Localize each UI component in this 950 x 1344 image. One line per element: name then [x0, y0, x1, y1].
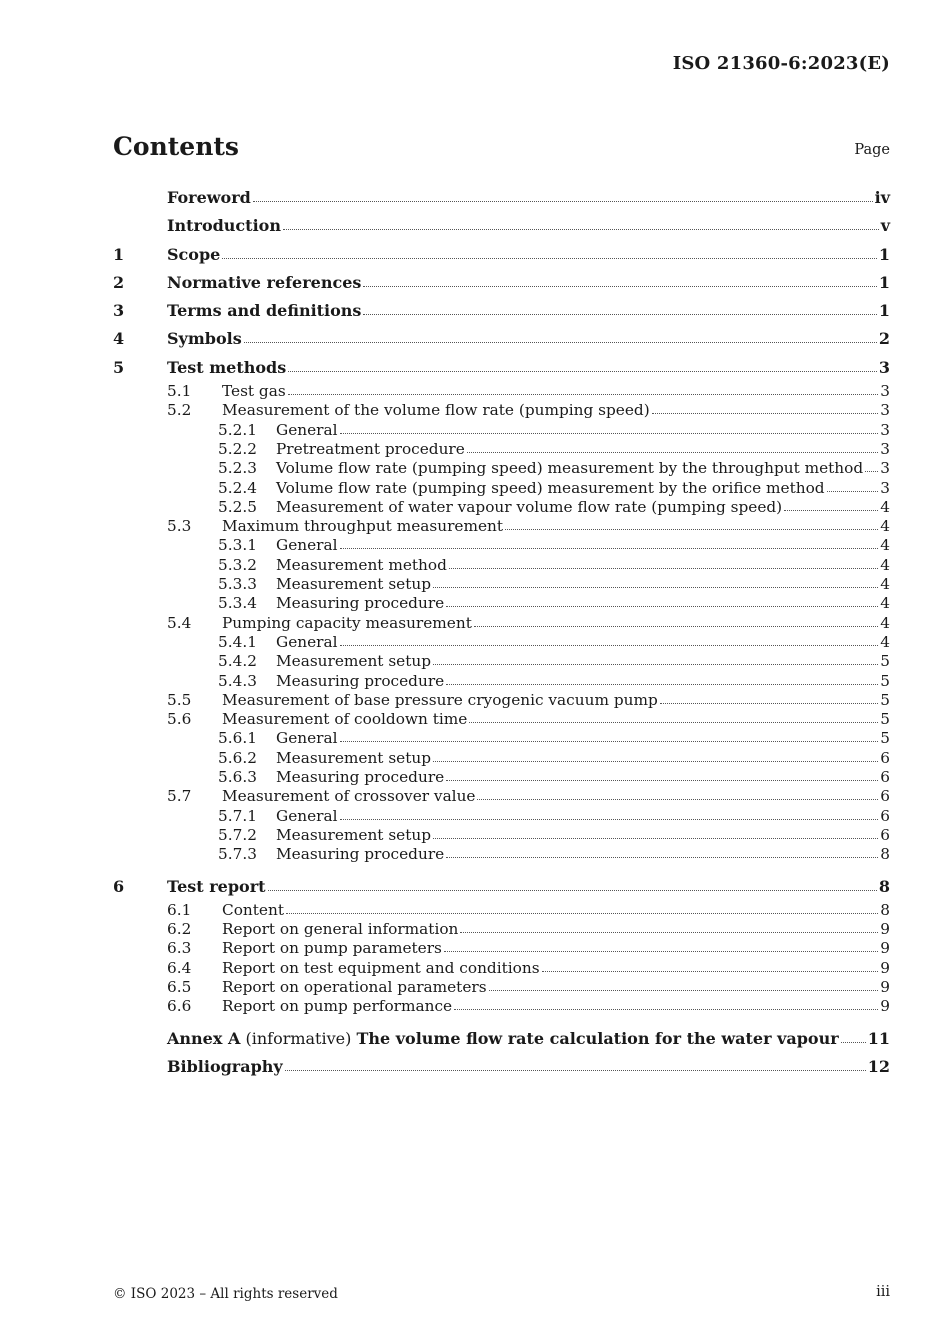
toc-entry[interactable] [113, 768, 890, 787]
toc-entry-page: 6 [880, 825, 890, 844]
toc-entry-number: 5.3.3 [218, 575, 257, 594]
dot-leader [288, 371, 877, 372]
toc-entry-title[interactable]: Measurement setup [276, 748, 432, 767]
toc-entry-number: 5.4.3 [218, 671, 257, 690]
dot-leader [446, 780, 878, 781]
toc-entry-number: 5.7.3 [218, 845, 257, 864]
dot-leader [244, 342, 877, 343]
toc-entry-page: 3 [880, 382, 890, 401]
dot-leader [865, 471, 878, 472]
toc-entry-number: 5.4.2 [218, 652, 257, 671]
toc-entry-page: 4 [880, 632, 890, 651]
toc-entry-number: 5.2.5 [218, 497, 257, 516]
toc-entry-page: 6 [880, 806, 890, 825]
toc-entry-number: 5.7.1 [218, 806, 257, 825]
toc-entry-page: 4 [880, 555, 890, 574]
toc-entry[interactable] [113, 421, 890, 440]
toc-entry[interactable] [113, 901, 890, 920]
toc-entry-title[interactable]: General [276, 536, 338, 555]
toc-entry-title[interactable]: Introduction [167, 216, 281, 236]
toc-entry-page: 4 [880, 613, 890, 632]
toc-entry-number: 1 [113, 244, 125, 264]
dot-leader [542, 971, 879, 972]
toc-entry-page: 5 [880, 652, 890, 671]
dot-leader [433, 664, 878, 665]
toc-entry[interactable] [113, 1025, 890, 1053]
toc-entry-number: 6 [113, 876, 125, 896]
toc-entry[interactable] [113, 710, 890, 729]
toc-entry-title[interactable]: Maximum throughput measurement [222, 517, 503, 536]
toc-entry-title[interactable]: Test report [167, 876, 266, 896]
toc-entry-number: 5.2.2 [218, 439, 257, 458]
toc-entry[interactable] [113, 807, 890, 826]
dot-leader [340, 819, 879, 820]
toc-entry-title[interactable]: Content [222, 900, 284, 919]
toc-entry[interactable] [113, 269, 890, 297]
dot-leader [660, 703, 879, 704]
annex-title: The volume flow rate calculation for the water vapour [356, 1028, 839, 1048]
toc-entry-title[interactable]: Report on general information [222, 920, 459, 939]
dot-leader [454, 1009, 878, 1010]
toc-entry-title[interactable]: Measurement of base pressure cryogenic vacuum pump [222, 690, 658, 709]
toc-entry-page: 12 [867, 1056, 890, 1076]
toc-entry-page: 5 [880, 690, 890, 709]
toc-entry-page: v [880, 216, 890, 236]
toc-entry[interactable] [113, 997, 890, 1016]
toc-entry-page: 11 [867, 1028, 890, 1048]
dot-leader [446, 606, 878, 607]
toc-entry-title[interactable]: Pumping capacity measurement [222, 613, 472, 632]
toc-entry-page: 3 [880, 401, 890, 420]
dot-leader [652, 413, 879, 414]
contents-heading: Contents [113, 132, 240, 161]
toc-entry-page: 3 [880, 459, 890, 478]
toc-entry-title[interactable]: General [276, 632, 338, 651]
toc-entry[interactable] [113, 556, 890, 575]
toc-entry[interactable] [113, 959, 890, 978]
toc-entry-number: 5.6 [167, 710, 192, 729]
dot-leader [363, 286, 876, 287]
toc-entry-title[interactable]: Measuring procedure [276, 594, 445, 613]
toc-entry-title[interactable]: Measuring procedure [276, 671, 445, 690]
toc-entry-title[interactable] [167, 1025, 839, 1053]
toc-entry-title[interactable]: Report on pump parameters [222, 939, 442, 958]
dot-leader [222, 258, 877, 259]
toc-entry-number: 5.2 [167, 401, 192, 420]
toc-entry-title[interactable]: Volume flow rate (pumping speed) measurement by the throughput method [276, 459, 864, 478]
toc-entry-title[interactable]: Volume flow rate (pumping speed) measurement by the orifice method [276, 478, 825, 497]
toc-entry[interactable] [113, 184, 890, 212]
toc-entry-page: 3 [880, 420, 890, 439]
toc-entry-number: 5.4.1 [218, 632, 257, 651]
toc-entry[interactable] [113, 614, 890, 633]
dot-leader [340, 645, 879, 646]
toc-entry-number: 5.6.3 [218, 768, 257, 787]
toc-entry-page: 3 [880, 478, 890, 497]
toc-entry-page: 1 [878, 272, 890, 292]
toc-entry[interactable] [113, 633, 890, 652]
toc-entry-title[interactable]: Normative references [167, 272, 362, 292]
annex-type: (informative) [240, 1028, 357, 1048]
dot-leader [505, 529, 878, 530]
toc-entry-title[interactable]: Report on test equipment and conditions [222, 958, 540, 977]
toc-entry-number: 5 [113, 357, 125, 377]
annex-label: Annex A [167, 1028, 241, 1048]
toc-entry-number: 5.3.4 [218, 594, 257, 613]
dot-leader [784, 510, 878, 511]
toc-entry-title[interactable]: Terms and definitions [167, 301, 362, 321]
toc-entry[interactable] [113, 691, 890, 710]
dot-leader [340, 741, 879, 742]
dot-leader [433, 587, 878, 588]
toc-entry-number: 6.4 [167, 958, 192, 977]
toc-entry-number: 6.2 [167, 920, 192, 939]
table-of-contents [113, 184, 890, 1081]
toc-entry[interactable] [113, 845, 890, 864]
toc-entry[interactable] [113, 920, 890, 939]
toc-entry-page: 8 [880, 845, 890, 864]
toc-entry-number: 2 [113, 272, 125, 292]
dot-leader [469, 722, 878, 723]
toc-entry-title[interactable]: General [276, 420, 338, 439]
toc-entry-page: 6 [880, 748, 890, 767]
toc-entry-page: 9 [880, 958, 890, 977]
dot-leader [467, 452, 878, 453]
dot-leader [363, 314, 876, 315]
toc-entry-number: 5.7 [167, 787, 192, 806]
toc-entry-number: 5.4 [167, 613, 192, 632]
toc-entry-number: 3 [113, 301, 125, 321]
toc-entry-page: 5 [880, 729, 890, 748]
toc-entry-title[interactable]: Measurement of water vapour volume flow rate (pumping speed) [276, 497, 783, 516]
toc-entry-number: 5.2.3 [218, 459, 257, 478]
toc-entry-title[interactable]: General [276, 729, 338, 748]
toc-entry-number: 4 [113, 329, 125, 349]
toc-entry-number: 5.1 [167, 382, 192, 401]
toc-entry-title[interactable]: Measurement of cooldown time [222, 710, 468, 729]
toc-entry[interactable] [113, 873, 890, 901]
toc-entry-title[interactable]: Measurement setup [276, 652, 432, 671]
toc-entry-page: 6 [880, 787, 890, 806]
toc-entry[interactable] [113, 826, 890, 845]
dot-leader [268, 890, 877, 891]
toc-entry[interactable] [113, 479, 890, 498]
toc-entry-page: 5 [880, 710, 890, 729]
toc-entry-title[interactable]: Report on operational parameters [222, 977, 487, 996]
toc-entry[interactable] [113, 401, 890, 420]
toc-entry[interactable] [113, 325, 890, 353]
toc-entry-page: 9 [880, 977, 890, 996]
toc-entry[interactable] [113, 787, 890, 806]
dot-leader [444, 951, 878, 952]
dot-leader [253, 201, 873, 202]
toc-entry[interactable] [113, 498, 890, 517]
toc-entry-number: 5.6.1 [218, 729, 257, 748]
toc-entry[interactable] [113, 241, 890, 269]
toc-entry-title[interactable]: Bibliography [167, 1056, 283, 1076]
toc-entry-page: 9 [880, 939, 890, 958]
toc-entry-page: 2 [878, 329, 890, 349]
toc-entry[interactable] [113, 652, 890, 671]
toc-entry-title[interactable]: Measurement of crossover value [222, 787, 476, 806]
toc-entry-page: 9 [880, 920, 890, 939]
toc-entry-number: 5.2.1 [218, 420, 257, 439]
dot-leader [460, 932, 878, 933]
dot-leader [474, 626, 878, 627]
document-id: ISO 21360-6:2023(E) [672, 53, 890, 74]
toc-entry-title[interactable]: Test gas [222, 382, 286, 401]
toc-entry[interactable] [113, 575, 890, 594]
dot-leader [489, 990, 879, 991]
toc-entry-number: 6.6 [167, 997, 192, 1016]
toc-entry-page: 4 [880, 517, 890, 536]
toc-entry-page: 9 [880, 997, 890, 1016]
dot-leader [285, 1070, 866, 1071]
toc-entry-number: 6.3 [167, 939, 192, 958]
toc-entry-page: 5 [880, 671, 890, 690]
dot-leader [286, 913, 878, 914]
toc-entry-title[interactable]: Report on pump performance [222, 997, 453, 1016]
toc-entry[interactable] [113, 536, 890, 555]
toc-entry-page: 1 [878, 244, 890, 264]
dot-leader [827, 491, 879, 492]
toc-entry-number: 6.5 [167, 977, 192, 996]
dot-leader [283, 229, 879, 230]
toc-entry-title[interactable]: Test methods [167, 357, 287, 377]
toc-entry-number: 5.3.2 [218, 555, 257, 574]
toc-entry[interactable] [113, 297, 890, 325]
toc-entry[interactable] [113, 978, 890, 997]
toc-entry-number: 5.3.1 [218, 536, 257, 555]
toc-entry-page: 6 [880, 768, 890, 787]
toc-entry-page: 8 [878, 876, 890, 896]
dot-leader [477, 799, 878, 800]
toc-entry[interactable] [113, 212, 890, 240]
toc-entry-number: 6.1 [167, 900, 192, 919]
dot-leader [433, 761, 878, 762]
toc-entry-page: 4 [880, 575, 890, 594]
toc-entry[interactable] [113, 594, 890, 613]
dot-leader [433, 838, 878, 839]
dot-leader [841, 1042, 866, 1043]
toc-entry-title[interactable]: Measuring procedure [276, 845, 445, 864]
dot-leader [449, 568, 878, 569]
toc-entry-number: 5.3 [167, 517, 192, 536]
page-number: iii [876, 1284, 890, 1300]
toc-entry-title[interactable]: General [276, 806, 338, 825]
dot-leader [446, 684, 878, 685]
toc-entry-page: 4 [880, 497, 890, 516]
toc-entry[interactable] [113, 749, 890, 768]
toc-entry-title[interactable]: Measurement setup [276, 575, 432, 594]
toc-entry[interactable] [113, 459, 890, 478]
toc-entry-page: 1 [878, 301, 890, 321]
toc-entry-page: 4 [880, 594, 890, 613]
toc-entry-title[interactable]: Foreword [167, 188, 251, 207]
toc-entry-number: 5.2.4 [218, 478, 257, 497]
toc-entry[interactable] [113, 440, 890, 459]
toc-entry-title[interactable]: Measurement method [276, 555, 447, 574]
toc-entry-page: 8 [880, 900, 890, 919]
toc-entry-title[interactable]: Measurement setup [276, 825, 432, 844]
dot-leader [446, 857, 878, 858]
toc-entry[interactable] [113, 382, 890, 401]
dot-leader [340, 548, 879, 549]
toc-entry-page: iv [874, 188, 890, 207]
toc-entry-title[interactable]: Pretreatment procedure [276, 439, 465, 458]
toc-entry-title[interactable]: Scope [167, 244, 221, 264]
toc-entry[interactable] [113, 517, 890, 536]
dot-leader [288, 394, 879, 395]
toc-entry-number: 5.7.2 [218, 825, 257, 844]
toc-entry-title[interactable]: Symbols [167, 329, 242, 349]
toc-entry[interactable] [113, 1053, 890, 1081]
toc-entry[interactable] [113, 729, 890, 748]
copyright-notice: © ISO 2023 – All rights reserved [113, 1286, 338, 1302]
page-column-label: Page [854, 142, 890, 158]
toc-entry-page: 3 [880, 439, 890, 458]
toc-entry-title[interactable]: Measurement of the volume flow rate (pumping speed) [222, 401, 650, 420]
dot-leader [340, 433, 879, 434]
toc-entry-number: 5.5 [167, 690, 192, 709]
toc-entry[interactable] [113, 354, 890, 382]
toc-entry-page: 4 [880, 536, 890, 555]
toc-entry-title[interactable]: Measuring procedure [276, 768, 445, 787]
toc-entry[interactable] [113, 672, 890, 691]
toc-entry[interactable] [113, 939, 890, 958]
toc-entry-number: 5.6.2 [218, 748, 257, 767]
toc-entry-page: 3 [878, 357, 890, 377]
